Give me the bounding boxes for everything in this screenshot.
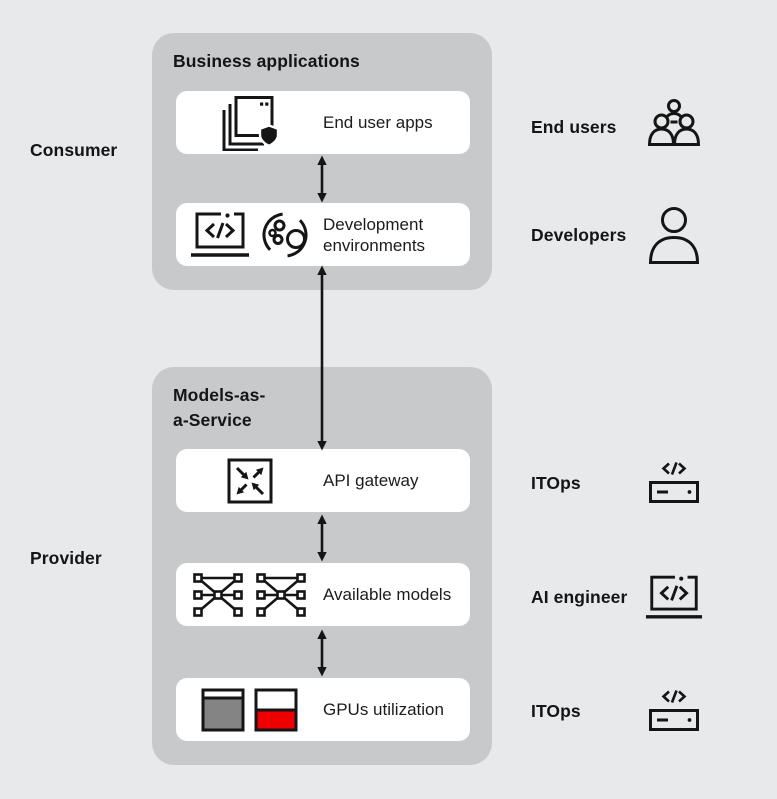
code-server-icon bbox=[641, 459, 707, 507]
available-models-icons bbox=[176, 571, 323, 619]
layered-apps-shield-icon bbox=[220, 95, 280, 151]
arrow-devenv-apigateway bbox=[314, 265, 330, 451]
itops-label: ITOps bbox=[531, 700, 581, 721]
api-gateway-icon bbox=[227, 458, 273, 504]
available-models-label: Available models bbox=[323, 585, 452, 604]
provider-lane-label: Provider bbox=[30, 548, 102, 568]
openshift-icon bbox=[259, 209, 309, 261]
api-gateway-card bbox=[176, 449, 470, 512]
end-users-group-icon bbox=[641, 95, 707, 159]
end-user-apps-card bbox=[176, 91, 470, 154]
development-environments-card bbox=[176, 203, 470, 266]
gpus-utilization-icons bbox=[176, 688, 323, 732]
ai-engineer-label: AI engineer bbox=[531, 586, 628, 607]
end-user-apps-label: End user apps bbox=[323, 113, 433, 132]
gpus-utilization-label: GPUs utilization bbox=[323, 700, 444, 719]
development-environments-label: Development environments bbox=[323, 214, 426, 255]
available-models-card bbox=[176, 563, 470, 626]
laptop-code-icon bbox=[190, 211, 250, 258]
persona-itops-gateway bbox=[531, 452, 707, 514]
persona-developers bbox=[531, 204, 707, 266]
development-environments-icons bbox=[176, 209, 323, 261]
model-network-icon bbox=[254, 571, 308, 619]
persona-end-users bbox=[531, 96, 707, 158]
end-user-apps-icons bbox=[176, 95, 323, 151]
arrow-apigateway-models bbox=[314, 514, 330, 562]
gpu-gauge-gray-icon bbox=[201, 688, 245, 732]
code-server-icon bbox=[641, 687, 707, 735]
maas-title-line2: a-Service bbox=[173, 410, 252, 430]
api-gateway-icons bbox=[176, 458, 323, 504]
developer-person-icon bbox=[641, 205, 707, 265]
api-gateway-label: API gateway bbox=[323, 471, 419, 490]
laptop-code-icon bbox=[641, 574, 707, 620]
end-users-label: End users bbox=[531, 116, 617, 137]
persona-ai-engineer bbox=[531, 566, 707, 628]
developers-label: Developers bbox=[531, 224, 627, 245]
persona-itops-gpus bbox=[531, 680, 707, 742]
business-applications-title: Business applications bbox=[173, 51, 360, 71]
maas-title-line1: Models-as- bbox=[173, 385, 266, 405]
gpu-gauge-red-icon bbox=[254, 688, 298, 732]
itops-label: ITOps bbox=[531, 472, 581, 493]
consumer-lane-label: Consumer bbox=[30, 140, 118, 160]
gpus-utilization-card bbox=[176, 678, 470, 741]
model-network-icon bbox=[191, 571, 245, 619]
models-as-a-service-title bbox=[173, 383, 265, 433]
arrow-models-gpus bbox=[314, 629, 330, 677]
arrow-endapps-devenv bbox=[314, 155, 330, 203]
